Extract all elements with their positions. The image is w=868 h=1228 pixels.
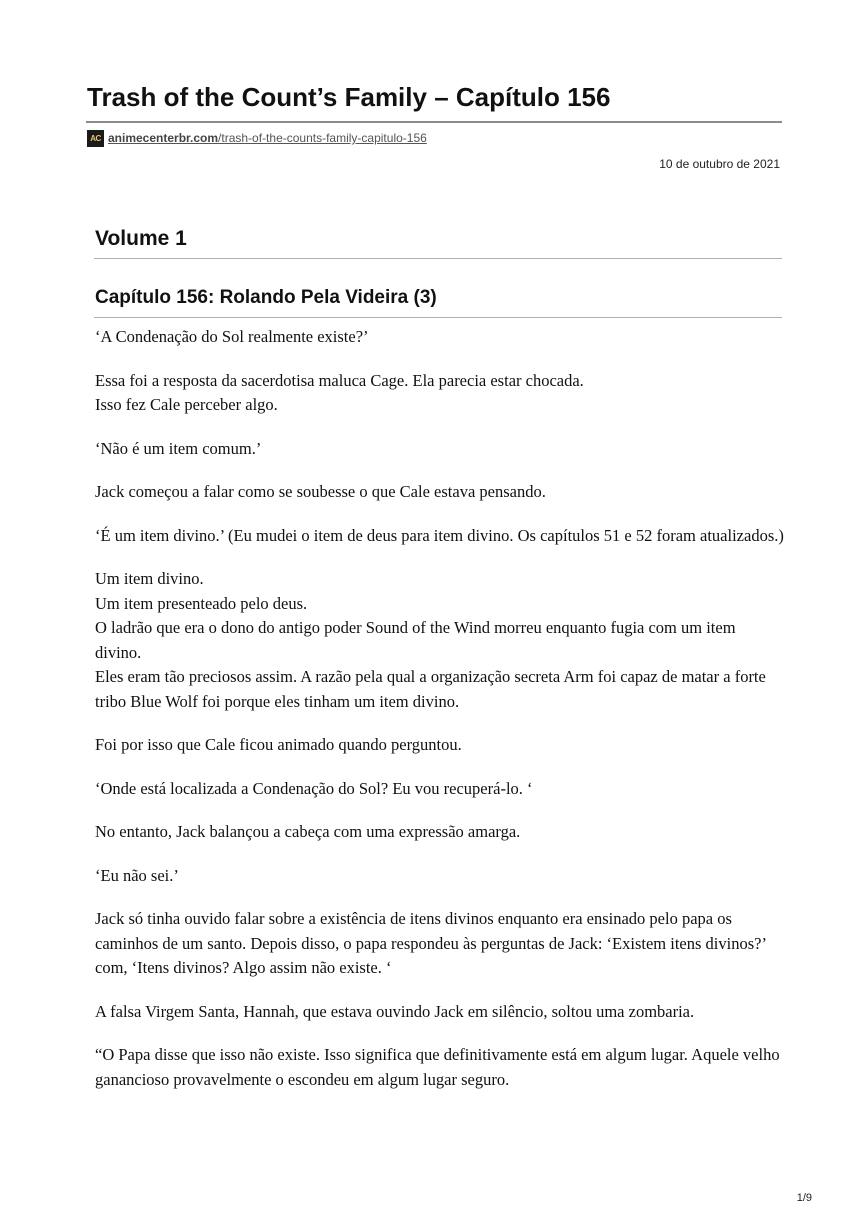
paragraph <box>95 1000 785 1025</box>
paragraph <box>95 437 785 462</box>
paragraph-line: O ladrão que era o dono do antigo poder Sound of the Wind morreu enquanto fugia com um item divino. <box>95 618 736 662</box>
paragraph-line: Eles eram tão preciosos assim. A razão pela qual a organização secreta Arm foi capaz de matar a forte tribo Blue Wolf foi porque eles tinham um item divino. <box>95 667 766 711</box>
title-divider <box>86 121 782 123</box>
chapter-body <box>95 325 785 1111</box>
paragraph-line: Um item presenteado pelo deus. <box>95 593 308 613</box>
paragraph <box>95 480 785 505</box>
volume-divider <box>94 258 782 259</box>
source-domain: animecenterbr.com <box>108 131 219 145</box>
paragraph <box>95 907 785 981</box>
paragraph <box>95 1043 785 1092</box>
paragraph <box>95 864 785 889</box>
source-path: /trash-of-the-counts-family-capitulo-156 <box>218 131 427 145</box>
paragraph-line: ‘A Condenação do Sol realmente existe?’ <box>95 327 369 346</box>
site-logo-icon: AC <box>87 130 104 147</box>
source-line <box>87 129 427 147</box>
page-number: 1/9 <box>796 1192 812 1204</box>
paragraph-line: ‘Eu não sei.’ <box>95 865 179 885</box>
paragraph-line: Um item divino. <box>95 569 204 588</box>
paragraph-line: ‘Não é um item comum.’ <box>95 438 262 458</box>
chapter-divider <box>94 317 782 318</box>
paragraph <box>95 325 785 350</box>
article-title: Trash of the Count’s Family – Capítulo 156 <box>87 82 611 112</box>
paragraph-line: “O Papa disse que isso não existe. Isso significa que definitivamente está em algum lugar. Aquele velho ganancioso provavelmente o escondeu em algum lugar seguro. <box>95 1045 780 1089</box>
paragraph-line: Essa foi a resposta da sacerdotisa maluca Cage. Ela parecia estar chocada. <box>95 370 584 390</box>
chapter-heading: Capítulo 156: Rolando Pela Videira (3) <box>95 287 437 308</box>
paragraph-line: Foi por isso que Cale ficou animado quando perguntou. <box>95 735 462 754</box>
paragraph-line: ‘É um item divino.’ (Eu mudei o item de deus para item divino. Os capítulos 51 e 52 foram atualizados.) <box>95 525 784 545</box>
paragraph-line: ‘Onde está localizada a Condenação do Sol? Eu vou recuperá-lo. ‘ <box>95 778 533 798</box>
paragraph-line: Jack só tinha ouvido falar sobre a existência de itens divinos enquanto era ensinado pelo papa os caminhos de um santo. Depois disso, o papa respondeu às perguntas de Jack: ‘Existem itens divinos?’ com, ‘Itens divinos? Algo assim não existe. ‘ <box>95 909 766 977</box>
paragraph-line: Isso fez Cale perceber algo. <box>95 395 278 414</box>
paragraph-line: No entanto, Jack balançou a cabeça com uma expressão amarga. <box>95 822 521 841</box>
volume-heading: Volume 1 <box>95 227 187 250</box>
paragraph-line: A falsa Virgem Santa, Hannah, que estava ouvindo Jack em silêncio, soltou uma zombaria. <box>95 1001 695 1021</box>
paragraph <box>95 369 785 418</box>
publish-date: 10 de outubro de 2021 <box>659 157 780 171</box>
paragraph <box>95 820 785 845</box>
paragraph <box>95 524 785 549</box>
paragraph <box>95 733 785 758</box>
source-link[interactable] <box>108 131 427 145</box>
paragraph <box>95 567 785 714</box>
paragraph <box>95 777 785 802</box>
paragraph-line: Jack começou a falar como se soubesse o que Cale estava pensando. <box>95 482 546 501</box>
